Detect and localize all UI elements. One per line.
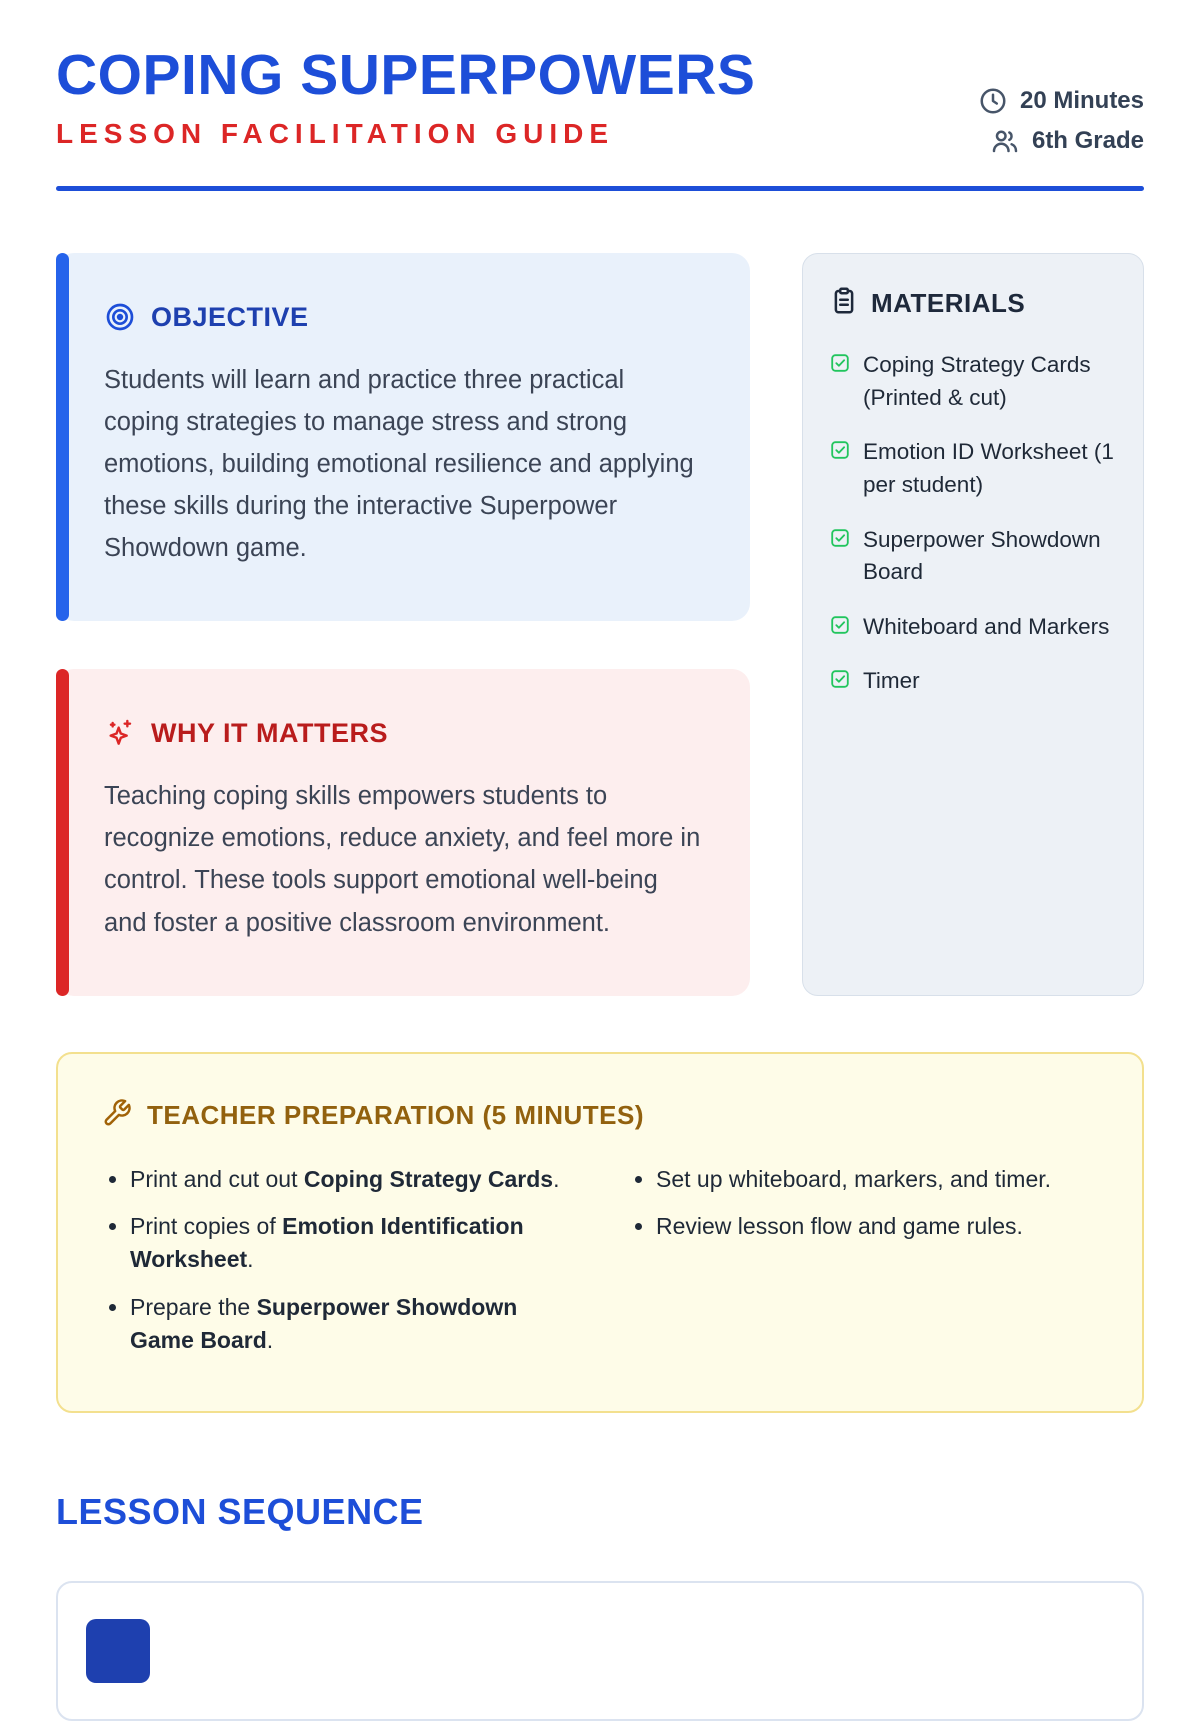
objective-card: [56, 253, 750, 621]
prep-header: [102, 1098, 1098, 1133]
prep-item: • Print copies of Emotion Identification Worksheet.: [130, 1210, 572, 1277]
prep-item: • Set up whiteboard, markers, and timer.: [656, 1163, 1098, 1196]
objective-header: [104, 301, 702, 333]
prep-item: • Review lesson flow and game rules.: [656, 1210, 1098, 1243]
duration-label: 20 Minutes: [1019, 87, 1144, 114]
material-item: [829, 349, 1117, 414]
check-square-icon: [829, 614, 851, 636]
target-icon: [104, 301, 136, 333]
material-item: [829, 524, 1117, 589]
header-meta: [978, 86, 1144, 156]
header-titles: [56, 43, 756, 150]
check-square-icon: [829, 352, 851, 374]
why-header: [104, 717, 702, 749]
check-square-icon: [829, 439, 851, 461]
material-item: [829, 611, 1117, 644]
students-icon: [990, 126, 1020, 156]
lesson-sequence-title: LESSON SEQUENCE: [56, 1491, 424, 1533]
prep-list-right: [628, 1163, 1098, 1372]
duration-meta: [978, 86, 1144, 116]
materials-list: [829, 349, 1117, 698]
step-number-badge: [86, 1619, 150, 1683]
check-square-icon: [829, 527, 851, 549]
why-body: Teaching coping skills empowers students to recognize emotions, reduce anxiety, and feel more in control. These tools support emotional well-being and foster a positive classroom environment.: [104, 782, 701, 937]
grade-label: 6th Grade: [1031, 127, 1144, 154]
prep-item: • Print and cut out Coping Strategy Cards.: [130, 1163, 572, 1196]
material-item-label: Emotion ID Worksheet (1 per student): [863, 439, 1114, 497]
wrench-icon: [102, 1098, 132, 1133]
grade-meta: [978, 126, 1144, 156]
prep-list-left: [102, 1163, 572, 1372]
lesson-step-card: [56, 1581, 1144, 1721]
material-item-label: Coping Strategy Cards (Printed & cut): [863, 352, 1091, 410]
objective-title: OBJECTIVE: [151, 301, 309, 332]
header: [56, 43, 1144, 156]
main-content: [56, 253, 1144, 996]
material-item-label: Superpower Showdown Board: [863, 526, 1101, 585]
page-title: COPING SUPERPOWERS: [56, 43, 756, 107]
material-item-label: Timer: [863, 668, 920, 694]
clipboard-icon: [829, 286, 859, 321]
prep-item: • Prepare the Superpower Showdown Game Board.: [130, 1291, 572, 1358]
page-subtitle: LESSON FACILITATION GUIDE: [56, 117, 615, 149]
materials-title: MATERIALS: [871, 288, 1026, 318]
materials-header: [829, 286, 1117, 321]
why-it-matters-card: [56, 669, 750, 995]
clock-icon: [978, 86, 1008, 116]
left-column: [56, 253, 750, 996]
objective-accent-bar: [56, 253, 69, 621]
prep-title: TEACHER PREPARATION (5 MINUTES): [147, 1099, 644, 1130]
material-item-label: Whiteboard and Markers: [863, 613, 1110, 639]
teacher-prep-card: [56, 1052, 1144, 1414]
check-square-icon: [829, 668, 851, 690]
prep-columns: [102, 1163, 1098, 1372]
objective-body: Students will learn and practice three practical coping strategies to manage stress and strong emotions, building emotional resilience and applying these skills during the interactive Superpower Showdown game.: [104, 366, 694, 563]
material-item: [829, 436, 1117, 501]
materials-card: [802, 253, 1144, 996]
why-accent-bar: [56, 669, 69, 995]
why-title: WHY IT MATTERS: [151, 717, 388, 748]
material-item: [829, 665, 1117, 698]
header-divider: [56, 186, 1144, 191]
sparkles-icon: [104, 717, 136, 749]
